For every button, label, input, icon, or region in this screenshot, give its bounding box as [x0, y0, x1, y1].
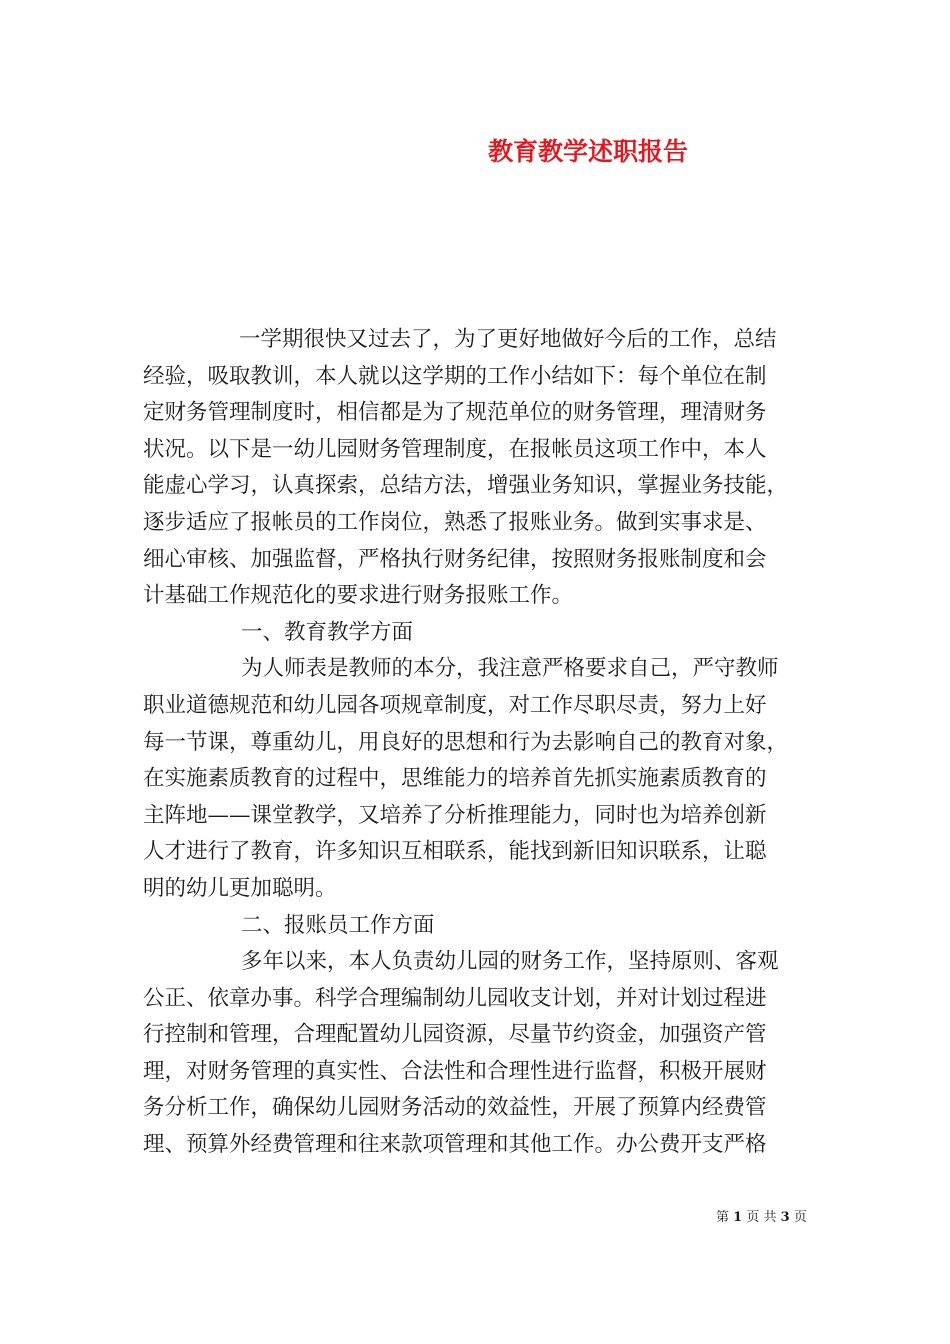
paragraph-line: 主阵地——课堂教学，又培养了分析推理能力，同时也为培养创新 [143, 802, 767, 828]
paragraph-line: 逐步适应了报帐员的工作岗位，熟悉了报账业务。做到实事求是、 [143, 509, 767, 535]
section-heading: 一、教育教学方面 [241, 619, 414, 645]
paragraph-line: 理、预算外经费管理和往来款项管理和其他工作。办公费开支严格 [143, 1132, 767, 1158]
paragraph-line: 公正、依章办事。科学合理编制幼儿园收支计划，并对计划过程进 [143, 985, 767, 1011]
paragraph-line: 经验，吸取教训，本人就以这学期的工作小结如下：每个单位在制 [143, 363, 767, 389]
paragraph-line: 行控制和管理，合理配置幼儿园资源，尽量节约资金，加强资产管 [143, 1022, 767, 1048]
paragraph-line: 每一节课，尊重幼儿，用良好的思想和行为去影响自己的教育对象， [143, 729, 789, 755]
page-number-footer [716, 1206, 807, 1225]
paragraph-line: 细心审核、加强监督，严格执行财务纪律，按照财务报账制度和会 [143, 546, 767, 572]
footer-middle: 页 共 [746, 1210, 777, 1225]
paragraph-line: 人才进行了教育，许多知识互相联系，能找到新旧知识联系，让聪 [143, 839, 767, 865]
paragraph-line: 为人师表是教师的本分，我注意严格要求自己，严守教师 [241, 656, 779, 682]
section-heading: 二、报账员工作方面 [241, 912, 435, 938]
footer-total-pages: 3 [780, 1210, 790, 1225]
footer-current-page: 1 [733, 1210, 743, 1225]
paragraph-line: 状况。以下是一幼儿园财务管理制度，在报帐员这项工作中，本人 [143, 436, 767, 462]
paragraph-line: 定财务管理制度时，相信都是为了规范单位的财务管理，理清财务 [143, 400, 767, 426]
paragraph-line: 理，对财务管理的真实性、合法性和合理性进行监督，积极开展财 [143, 1058, 767, 1084]
paragraph-line: 在实施素质教育的过程中，思维能力的培养首先抓实施素质教育的 [143, 766, 767, 792]
paragraph-line: 能虚心学习，认真探索，总结方法，增强业务知识，掌握业务技能， [143, 473, 789, 499]
paragraph-line: 明的幼儿更加聪明。 [143, 875, 337, 901]
paragraph-line: 多年以来，本人负责幼儿园的财务工作，坚持原则、客观 [241, 949, 779, 975]
paragraph-line: 一学期很快又过去了，为了更好地做好今后的工作，总结 [239, 327, 777, 352]
document-body [143, 322, 815, 1164]
footer-prefix: 第 [716, 1210, 730, 1225]
document-title: 教育教学述职报告 [488, 137, 689, 166]
paragraph-line: 计基础工作规范化的要求进行财务报账工作。 [143, 583, 574, 609]
paragraph-line: 务分析工作，确保幼儿园财务活动的效益性，开展了预算内经费管 [143, 1095, 767, 1121]
footer-suffix: 页 [793, 1210, 807, 1225]
paragraph-line: 职业道德规范和幼儿园各项规章制度，对工作尽职尽责，努力上好 [143, 692, 767, 718]
